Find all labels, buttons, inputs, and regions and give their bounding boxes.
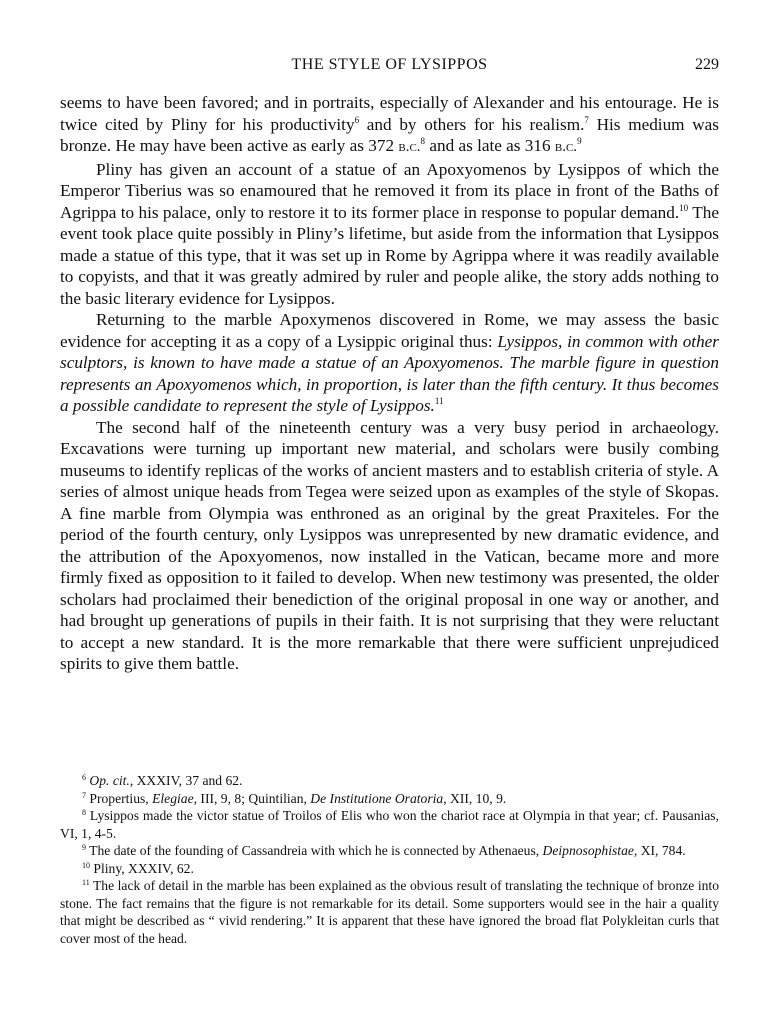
footnote-text: Pliny, XXXIV, 62.: [93, 860, 194, 876]
footnote-number: 9: [82, 843, 86, 852]
footnote-ref-9[interactable]: 9: [577, 136, 582, 146]
paragraph-4: The second half of the nineteenth century was a very busy period in archaeology. Excavations were turning up important new material, and scholars were busily combing museums to identify replicas of the works of ancient masters and to establish criteria of style. A series of almost unique heads from Tegea were seized upon as examples of the style of Skopas. A fine marble from Olympia was enthroned as an original by the great Praxiteles. For the period of the fourth century, only Lysippos was unrepresented by new dramatic evidence, and the attribution of the Apoxyomenos, now installed in the Vatican, became more and more firmly fixed as opposition to it failed to develop. When new testimony was presented, the older scholars had proclaimed their benediction of the original proposal in one way or another, and had brought up generations of pupils in their faith. It is not surprising that they were reluctant to accept a new standard. It is the more remarkable that there were sufficient unprejudiced spirits to give them battle.: [60, 417, 719, 673]
footnote-text: The date of the founding of Cassandreia with which he is connected by Athenaeus,: [89, 843, 543, 858]
era-abbrev: b.c.: [398, 139, 421, 155]
footnote-italic: Op. cit.: [89, 773, 130, 788]
footnote-ref-6[interactable]: 6: [354, 114, 360, 125]
footnote-11: [60, 877, 719, 947]
footnote-text: Lysippos made the victor statue of Troilos of Elis who won the chariot race at Olympia in that year; cf. Pausanias, VI, 1, 4-5.: [60, 808, 720, 841]
footnote-9: [60, 842, 719, 860]
text-segment: Returning to the marble Apoxymenos discovered in Rome, we may assess the basic evidence for accepting it as a copy of a Lysippic original thus:: [60, 310, 719, 351]
running-title: THE STYLE OF LYSIPPOS: [291, 56, 488, 73]
footnote-ref-8[interactable]: 8: [420, 136, 426, 146]
footnote-number: 7: [82, 790, 86, 800]
text-segment: and by others for his realism.: [359, 114, 585, 134]
footnote-7: [60, 790, 719, 808]
footnote-number: 11: [82, 878, 90, 887]
footnotes: [60, 772, 719, 947]
footnote-text: , XI, 784.: [633, 843, 686, 858]
page-header: [60, 56, 719, 80]
footnote-number: 6: [82, 773, 86, 782]
footnote-text: , XXXIV, 37 and 62.: [129, 773, 243, 788]
footnote-ref-10[interactable]: 10: [679, 202, 689, 213]
footnote-ref-11[interactable]: 11: [434, 396, 444, 406]
text-segment: Pliny has given an account of a statue of an Apoxyomenos by Lysippos of which the Emperor Tiberius was so enamoured that he removed it from its place in front of the Baths of Agrippa to his palace, only to restore it to its former place in response to popular demand.: [60, 159, 719, 222]
footnote-text: The lack of detail in the marble has been explained as the obvious result of translating the technique of bronze into stone. The fact remains that the figure is not remarkable for its detail. Some supporters would see in the hair a quality that might be described as “ vivid rendering.” It is apparent that these have ignored the broad flat Polykleitan curls that cover most of the head.: [60, 878, 719, 946]
footnote-text: , III, 9, 8; Quintilian,: [193, 790, 311, 806]
page-number: 229: [695, 56, 719, 73]
text-segment: His medium was bronze. He may have been active as early as 372: [60, 114, 719, 155]
footnote-number: 10: [82, 860, 90, 870]
footnote-6: [60, 772, 719, 790]
italic-thesis: Lysippos, in common with other sculptors, is known to have made a statue of an Apoxyomenos. The marble figure in question represents an Apoxyomenos which, in proportion, is later than the fifth century. It thus becomes a possible candidate to represent the style of Lysippos.: [60, 331, 719, 415]
paragraph-1: [60, 92, 719, 159]
footnote-text: , XII, 10, 9.: [443, 790, 507, 806]
era-abbrev: b.c.: [554, 139, 578, 155]
footnote-10: [60, 860, 719, 878]
footnote-number: 8: [82, 808, 86, 817]
footnote-italic: Deipnosophistae: [542, 843, 634, 858]
paragraph-2: [60, 159, 719, 310]
text-segment: seems to have been favored; and in portraits, especially of Alexander and his entourage. He is twice cited by Pliny for his productivity: [60, 93, 719, 134]
footnote-8: [60, 807, 719, 842]
footnote-italic: De Institutione Oratoria: [310, 790, 444, 806]
footnote-ref-7[interactable]: 7: [584, 114, 589, 125]
paragraph-3: [60, 309, 719, 417]
footnote-text: Propertius,: [89, 790, 153, 806]
body-text: [60, 92, 719, 675]
text-segment: The event took place quite possibly in Pliny’s lifetime, but aside from the information that Lysippos made a statue of this type, that it was set up in Rome by Agrippa where it was readily available to copyists, and that it was greatly admired by ruler and people alike, the story adds nothing to the basic literary evidence for Lysippos.: [60, 202, 719, 308]
text-segment: and as late as 316: [425, 136, 555, 155]
footnote-italic: Elegiae: [152, 790, 194, 806]
